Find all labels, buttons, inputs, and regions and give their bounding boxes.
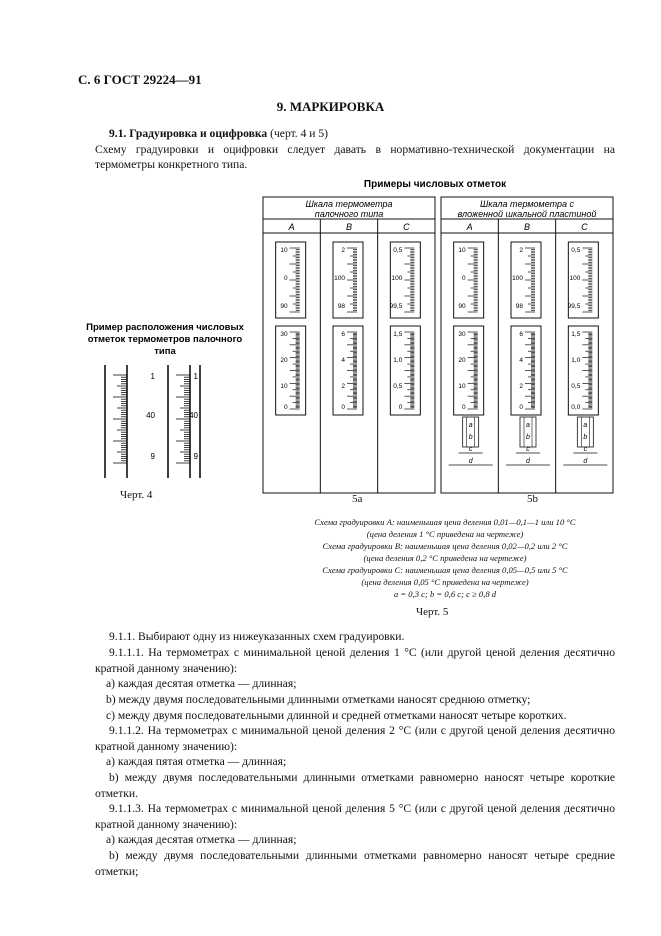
fig4-value: 40 (146, 411, 155, 420)
p-9-1-1-2-b: b) между двумя последовательными длинными отметками равномерно наносят четыре короткие отметки. (95, 771, 615, 800)
scale-value: 10 (458, 383, 466, 390)
table-column-label: A (466, 222, 473, 232)
scale-value: 0 (284, 404, 288, 411)
legend-line-1: Схема градуировки А: наименьшая цена деления 0,01—0,1—1 или 10 °С (314, 517, 576, 527)
p-9-1-1-1-c: с) между двумя последовательными длинной и средней отметками наносят четыре коротких. (106, 709, 567, 722)
scale-value: 10 (458, 247, 466, 254)
scale-value: 0 (519, 404, 523, 411)
scale-value: 100 (334, 275, 345, 282)
p-9-1-1-2-a: а) каждая пятая отметка — длинная; (106, 755, 287, 768)
scale-value: 100 (512, 275, 523, 282)
table-column-label: B (345, 222, 353, 232)
scale-value: 0,5 (393, 383, 403, 390)
p-9-1-1: 9.1.1. Выбирают одну из нижеуказанных схем градуировки. (109, 630, 405, 643)
scale-value: 30 (458, 331, 466, 338)
fig4-label: Черт. 4 (120, 489, 153, 501)
fig4-caption-line1: Пример расположения числовых (86, 322, 244, 333)
p-9-1-1-2: 9.1.1.2. На термометрах с минимальной ценой деления 2 °С (или с другой ценой деления десятично кратной данному значению): (95, 724, 615, 753)
fig4-value: 9 (150, 452, 155, 461)
table-title-line1: Шкала термометра (305, 199, 393, 209)
scale-value: 99,5 (389, 303, 403, 310)
p-9-1-1-1-a: а) каждая десятая отметка — длинная; (106, 677, 297, 690)
p-9-1-1-3: 9.1.1.3. На термометрах с минимальной ценой деления 5 °С (или с другой ценой деления десятично кратной данному значению): (95, 802, 615, 831)
p-9-1-1-1-b: b) между двумя последовательными длинными отметками наносят среднюю отметку; (106, 693, 531, 706)
scale-value: 20 (280, 357, 288, 364)
scale-value: 4 (341, 357, 345, 364)
figure-tables (263, 197, 613, 493)
table-title-line1: Шкала термометра с (479, 199, 575, 209)
dim-label-b: b (583, 434, 588, 441)
fig4-value: 1 (193, 372, 198, 381)
dim-label-a: a (583, 422, 588, 429)
scale-value: 100 (391, 275, 403, 282)
dim-label-b: b (468, 434, 473, 441)
scale-value: 2 (341, 383, 345, 390)
scale-value: 99,5 (567, 303, 581, 310)
scale-value: 10 (280, 247, 288, 254)
fig4-caption-line3: типа (154, 346, 176, 357)
table-column-label: A (288, 222, 295, 232)
scale-value: 2 (519, 383, 523, 390)
scale-value: 6 (341, 331, 345, 338)
dim-label-c: c (526, 446, 530, 453)
scale-value: 2 (341, 247, 345, 254)
scale-value: 10 (280, 383, 288, 390)
legend-line-6: (цена деления 0,05 °С приведена на чертеже) (361, 577, 529, 587)
scale-value: 0 (341, 404, 345, 411)
p-9-1-1-3-a: а) каждая десятая отметка — длинная; (106, 833, 297, 846)
scale-value: 90 (280, 303, 288, 310)
fig5a-label: 5a (352, 493, 363, 505)
dim-label-c: c (583, 446, 588, 453)
legend-line-4: (цена деления 0,2 °С приведена на чертеже) (363, 553, 527, 563)
table-title-line2: палочного типа (314, 209, 384, 219)
dim-label-b: b (526, 434, 530, 441)
scale-value: 4 (519, 357, 523, 364)
fig4-caption-line2: отметок термометров палочного (87, 334, 243, 345)
legend-line-3: Схема градуировки В: наименьшая цена деления 0,02—0,2 или 2 °С (322, 541, 568, 551)
fig4-thermometers (105, 365, 200, 478)
legend-line-2: (цена деления 1 °С приведена на чертеже) (366, 529, 524, 539)
scale-value: 90 (458, 303, 466, 310)
dim-label-d: d (468, 458, 473, 465)
legend-line-7: a = 0,3 c; b = 0,6 c; c ≥ 0,8 d (393, 589, 497, 599)
table-column-label: B (523, 222, 531, 232)
fig4-value: 9 (193, 452, 198, 461)
page-header: С. 6 ГОСТ 29224—91 (78, 72, 202, 87)
dim-label-c: c (468, 446, 473, 453)
fig5-label: Черт. 5 (416, 606, 449, 618)
fig5b-label: 5b (527, 493, 538, 505)
paragraph-9-1-title: 9.1. Градуировка и оцифровка (109, 127, 268, 140)
scale-value: 1,5 (393, 331, 403, 338)
scale-value: 0 (284, 275, 288, 282)
scale-value: 6 (519, 331, 523, 338)
table-title-line2: вложенной шкальной пластиной (457, 209, 597, 219)
legend-line-5: Схема градуировки С: наименьшая цена деления 0,05—0,5 или 5 °С (322, 565, 568, 575)
scale-value: 98 (515, 303, 523, 310)
scale-value: 1,5 (571, 331, 581, 338)
scale-value: 0,5 (571, 383, 581, 390)
scale-value: 0 (462, 275, 466, 282)
dim-label-a: a (526, 422, 530, 429)
scale-value: 1,0 (393, 357, 403, 364)
table-column-label: C (403, 222, 410, 232)
p-9-1-1-3-b: b) между двумя последовательными длинными отметками равномерно наносят четыре средние отметки; (95, 849, 615, 878)
scale-value: 100 (569, 275, 581, 282)
fig4-value: 40 (189, 411, 198, 420)
dim-label-d: d (583, 458, 588, 465)
scale-value: 0,5 (571, 247, 581, 254)
paragraph-9-1-ref: (черт. 4 и 5) (267, 127, 329, 140)
scale-value: 20 (458, 357, 466, 364)
table-column-label: C (581, 222, 588, 232)
paragraph-9-1-body: Схему градуировки и оцифровки следует давать в нормативно-технической документации на термометры конкретного типа. (95, 142, 615, 172)
figure-title: Примеры числовых отметок (363, 179, 507, 190)
scale-value: 1,0 (571, 357, 581, 364)
scale-value: 0,0 (571, 404, 581, 411)
fig4-value: 1 (150, 372, 155, 381)
scale-value: 30 (280, 331, 288, 338)
dim-label-d: d (526, 458, 530, 465)
scale-value: 0 (462, 404, 466, 411)
scale-value: 0 (398, 404, 403, 411)
p-9-1-1-1: 9.1.1.1. На термометрах с минимальной ценой деления 1 °С (или другой ценой деления десятично кратной данному значению): (95, 646, 615, 675)
dim-label-a: a (468, 422, 473, 429)
scale-value: 0,5 (393, 247, 403, 254)
section-title: 9. МАРКИРОВКА (276, 99, 385, 114)
scale-value: 2 (519, 247, 523, 254)
scale-value: 98 (337, 303, 345, 310)
